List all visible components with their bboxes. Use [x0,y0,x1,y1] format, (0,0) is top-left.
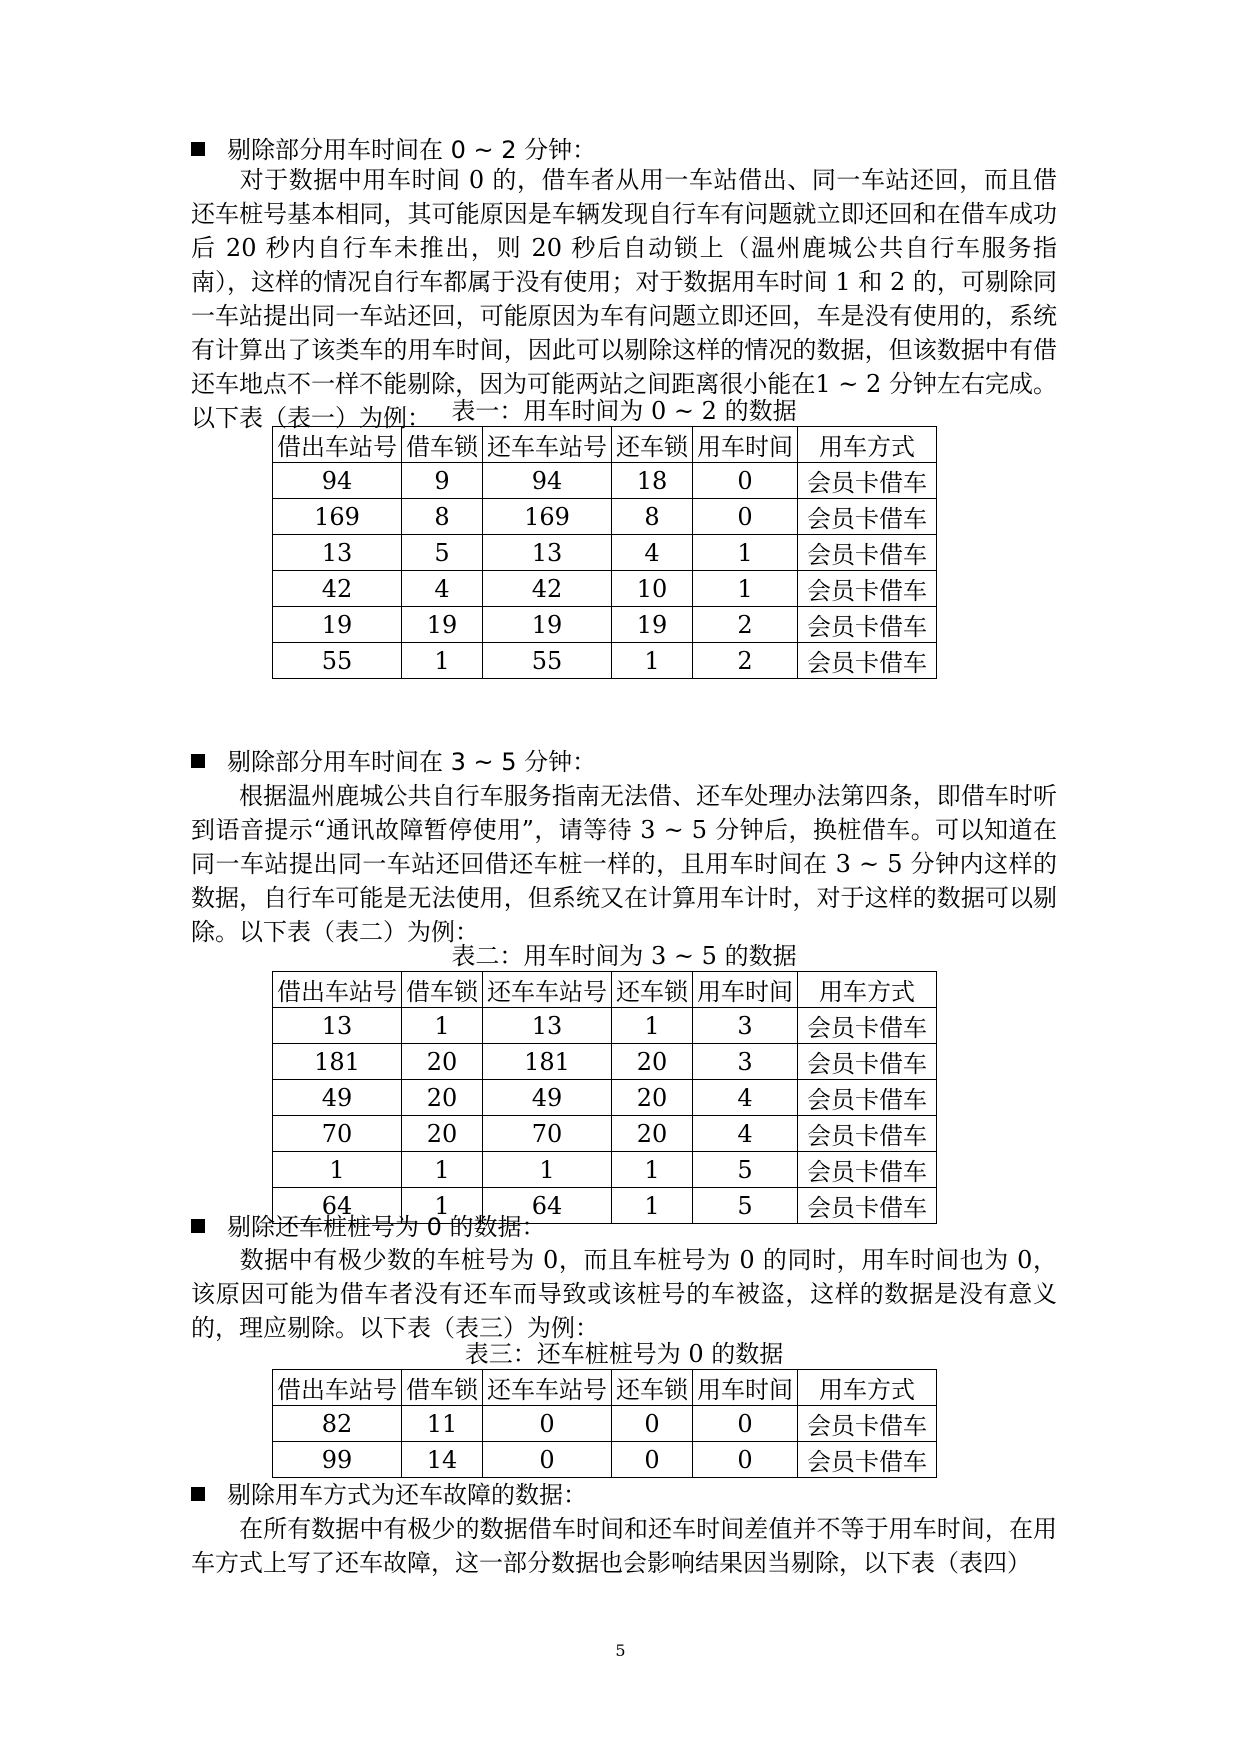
table-cell: 会员卡借车 [798,535,937,571]
square-bullet-icon [191,1487,205,1501]
table-cell: 13 [273,535,402,571]
col-header: 还车车站号 [483,1370,612,1406]
table-cell: 20 [612,1044,693,1080]
square-bullet-icon [191,754,205,768]
table-cell: 19 [612,607,693,643]
table-cell: 8 [612,499,693,535]
table-cell: 3 [693,1008,798,1044]
col-header: 用车方式 [798,427,937,463]
col-header: 借出车站号 [273,1370,402,1406]
table-cell: 1 [402,643,483,679]
table-cell: 会员卡借车 [798,463,937,499]
table-row [273,607,937,643]
table-cell: 会员卡借车 [798,571,937,607]
table-cell: 181 [483,1044,612,1080]
col-header: 还车锁 [612,1370,693,1406]
col-header: 用车方式 [798,1370,937,1406]
section-3-paragraph: 数据中有极少数的车桩号为 0，而且车桩号为 0 的同时，用车时间也为 0，该原因可能为借车者没有还车而导致或该桩号的车被盗，这样的数据是没有意义的，理应剔除。以下表（表三）为例： [191,1246,1057,1342]
table-cell: 会员卡借车 [798,607,937,643]
table-cell: 13 [483,1008,612,1044]
table-row [273,643,937,679]
table-cell: 0 [693,463,798,499]
page-number: 5 [615,1641,626,1660]
table-cell: 1 [612,643,693,679]
table-cell: 0 [693,1406,798,1442]
table-cell: 1 [693,571,798,607]
table-cell: 4 [693,1116,798,1152]
section-2-paragraph: 根据温州鹿城公共自行车服务指南无法借、还车处理办法第四条，即借车时听到语音提示“通讯故障暂停使用”，请等待 3 ~ 5 分钟后，换桩借车。可以知道在同一车站提出同一车站还回借还车桩一样的，且用车时间在 3 ~ 5 分钟内这样的数据，自行车可能是无法使用，但系统又在计算用车计时，对于这样的数据可以剔除。以下表（表二）为例： [191,782,1057,946]
col-header: 借车锁 [402,427,483,463]
table-row [273,1152,937,1188]
table-cell: 19 [273,607,402,643]
table-cell: 会员卡借车 [798,1152,937,1188]
col-header: 借出车站号 [273,972,402,1008]
table-2 [272,971,937,1224]
table-cell: 49 [273,1080,402,1116]
table-cell: 18 [612,463,693,499]
table-3-caption: 表三：还车桩桩号为 0 的数据 [464,1340,784,1368]
table-cell: 1 [612,1008,693,1044]
table-cell: 64 [483,1188,612,1224]
table-cell: 0 [693,1442,798,1478]
col-header: 用车时间 [693,972,798,1008]
col-header: 还车锁 [612,972,693,1008]
table-cell: 20 [402,1044,483,1080]
table-cell: 0 [483,1406,612,1442]
col-header: 用车时间 [693,427,798,463]
table-cell: 20 [612,1080,693,1116]
table-2-caption: 表二：用车时间为 3 ~ 5 的数据 [451,942,797,970]
table-cell: 20 [402,1116,483,1152]
table-cell: 会员卡借车 [798,499,937,535]
col-header: 用车方式 [798,972,937,1008]
table-cell: 169 [273,499,402,535]
table-cell: 181 [273,1044,402,1080]
table-row [273,1080,937,1116]
table-cell: 2 [693,643,798,679]
table-cell: 82 [273,1406,402,1442]
col-header: 用车时间 [693,1370,798,1406]
table-cell: 1 [693,535,798,571]
table-cell: 9 [402,463,483,499]
table-cell: 4 [693,1080,798,1116]
table-cell: 19 [402,607,483,643]
table-row [273,499,937,535]
table-cell: 70 [483,1116,612,1152]
table-cell: 49 [483,1080,612,1116]
table-row [273,1442,937,1478]
table-cell: 会员卡借车 [798,1008,937,1044]
table-cell: 20 [612,1116,693,1152]
table-cell: 99 [273,1442,402,1478]
table-cell: 会员卡借车 [798,1116,937,1152]
section-1-heading: 剔除部分用车时间在 0 ~ 2 分钟： [191,133,596,167]
table-cell: 会员卡借车 [798,1044,937,1080]
table-cell: 94 [483,463,612,499]
table-row [273,571,937,607]
table-cell: 1 [402,1188,483,1224]
table-cell: 169 [483,499,612,535]
table-cell: 11 [402,1406,483,1442]
table-1-caption: 表一：用车时间为 0 ~ 2 的数据 [451,397,797,425]
table-cell: 1 [273,1152,402,1188]
table-cell: 1 [483,1152,612,1188]
col-header: 借车锁 [402,972,483,1008]
table-cell: 1 [612,1188,693,1224]
table-header-row [273,427,937,463]
table-header-row [273,1370,937,1406]
table-3 [272,1369,937,1478]
table-cell: 13 [273,1008,402,1044]
table-cell: 会员卡借车 [798,1080,937,1116]
table-cell: 55 [483,643,612,679]
table-cell: 19 [483,607,612,643]
col-header: 借出车站号 [273,427,402,463]
table-cell: 5 [402,535,483,571]
table-cell: 4 [612,535,693,571]
table-cell: 8 [402,499,483,535]
table-cell: 4 [402,571,483,607]
col-header: 还车锁 [612,427,693,463]
col-header: 借车锁 [402,1370,483,1406]
col-header: 还车车站号 [483,972,612,1008]
table-header-row [273,972,937,1008]
table-cell: 1 [402,1152,483,1188]
table-cell: 0 [612,1406,693,1442]
section-4-heading: 剔除用车方式为还车故障的数据： [191,1478,587,1512]
section-4-paragraph: 在所有数据中有极少的数据借车时间和还车时间差值并不等于用车时间，在用车方式上写了还车故障，这一部分数据也会影响结果因当剔除，以下表（表四） [191,1515,1057,1577]
table-cell: 55 [273,643,402,679]
table-cell: 3 [693,1044,798,1080]
table-row [273,1406,937,1442]
table-cell: 0 [612,1442,693,1478]
section-1-paragraph: 对于数据中用车时间 0 的，借车者从用一车站借出、同一车站还回，而且借还车桩号基本相同，其可能原因是车辆发现自行车有问题就立即还回和在借车成功后 20 秒内自行车未推出，则 20 秒后自动锁上（温州鹿城公共自行车服务指南），这样的情况自行车都属于没有使用；对于数据用车时间 1 和 2 的，可剔除同一车站提出同一车站还回，可能原因为车有问题立即还回，车是没有使用的，系统有计算出了该类车的用车时间，因此可以剔除这样的情况的数据，但该数据中有借还车地点不一样不能剔除，因为可能两站之间距离很小能在1 ~ 2 分钟左右完成。以下表（表一）为例： [191,166,1057,432]
table-cell: 1 [612,1152,693,1188]
table-cell: 13 [483,535,612,571]
table-cell: 5 [693,1188,798,1224]
col-header: 还车车站号 [483,427,612,463]
table-row [273,1116,937,1152]
square-bullet-icon [191,1219,205,1233]
table-cell: 5 [693,1152,798,1188]
table-cell: 42 [273,571,402,607]
table-cell: 64 [273,1188,402,1224]
table-cell: 会员卡借车 [798,643,937,679]
table-cell: 会员卡借车 [798,1442,937,1478]
table-row [273,1044,937,1080]
table-cell: 20 [402,1080,483,1116]
table-cell: 10 [612,571,693,607]
table-1 [272,426,937,679]
table-cell: 会员卡借车 [798,1406,937,1442]
section-2-heading: 剔除部分用车时间在 3 ~ 5 分钟： [191,745,596,779]
section-3-heading: 剔除还车桩桩号为 0 的数据： [191,1210,546,1244]
table-cell: 14 [402,1442,483,1478]
table-cell: 0 [483,1442,612,1478]
square-bullet-icon [191,142,205,156]
table-cell: 94 [273,463,402,499]
table-row [273,463,937,499]
table-cell: 0 [693,499,798,535]
table-row [273,535,937,571]
table-cell: 70 [273,1116,402,1152]
table-cell: 1 [402,1008,483,1044]
table-cell: 42 [483,571,612,607]
table-cell: 2 [693,607,798,643]
table-row [273,1008,937,1044]
table-cell: 会员卡借车 [798,1188,937,1224]
